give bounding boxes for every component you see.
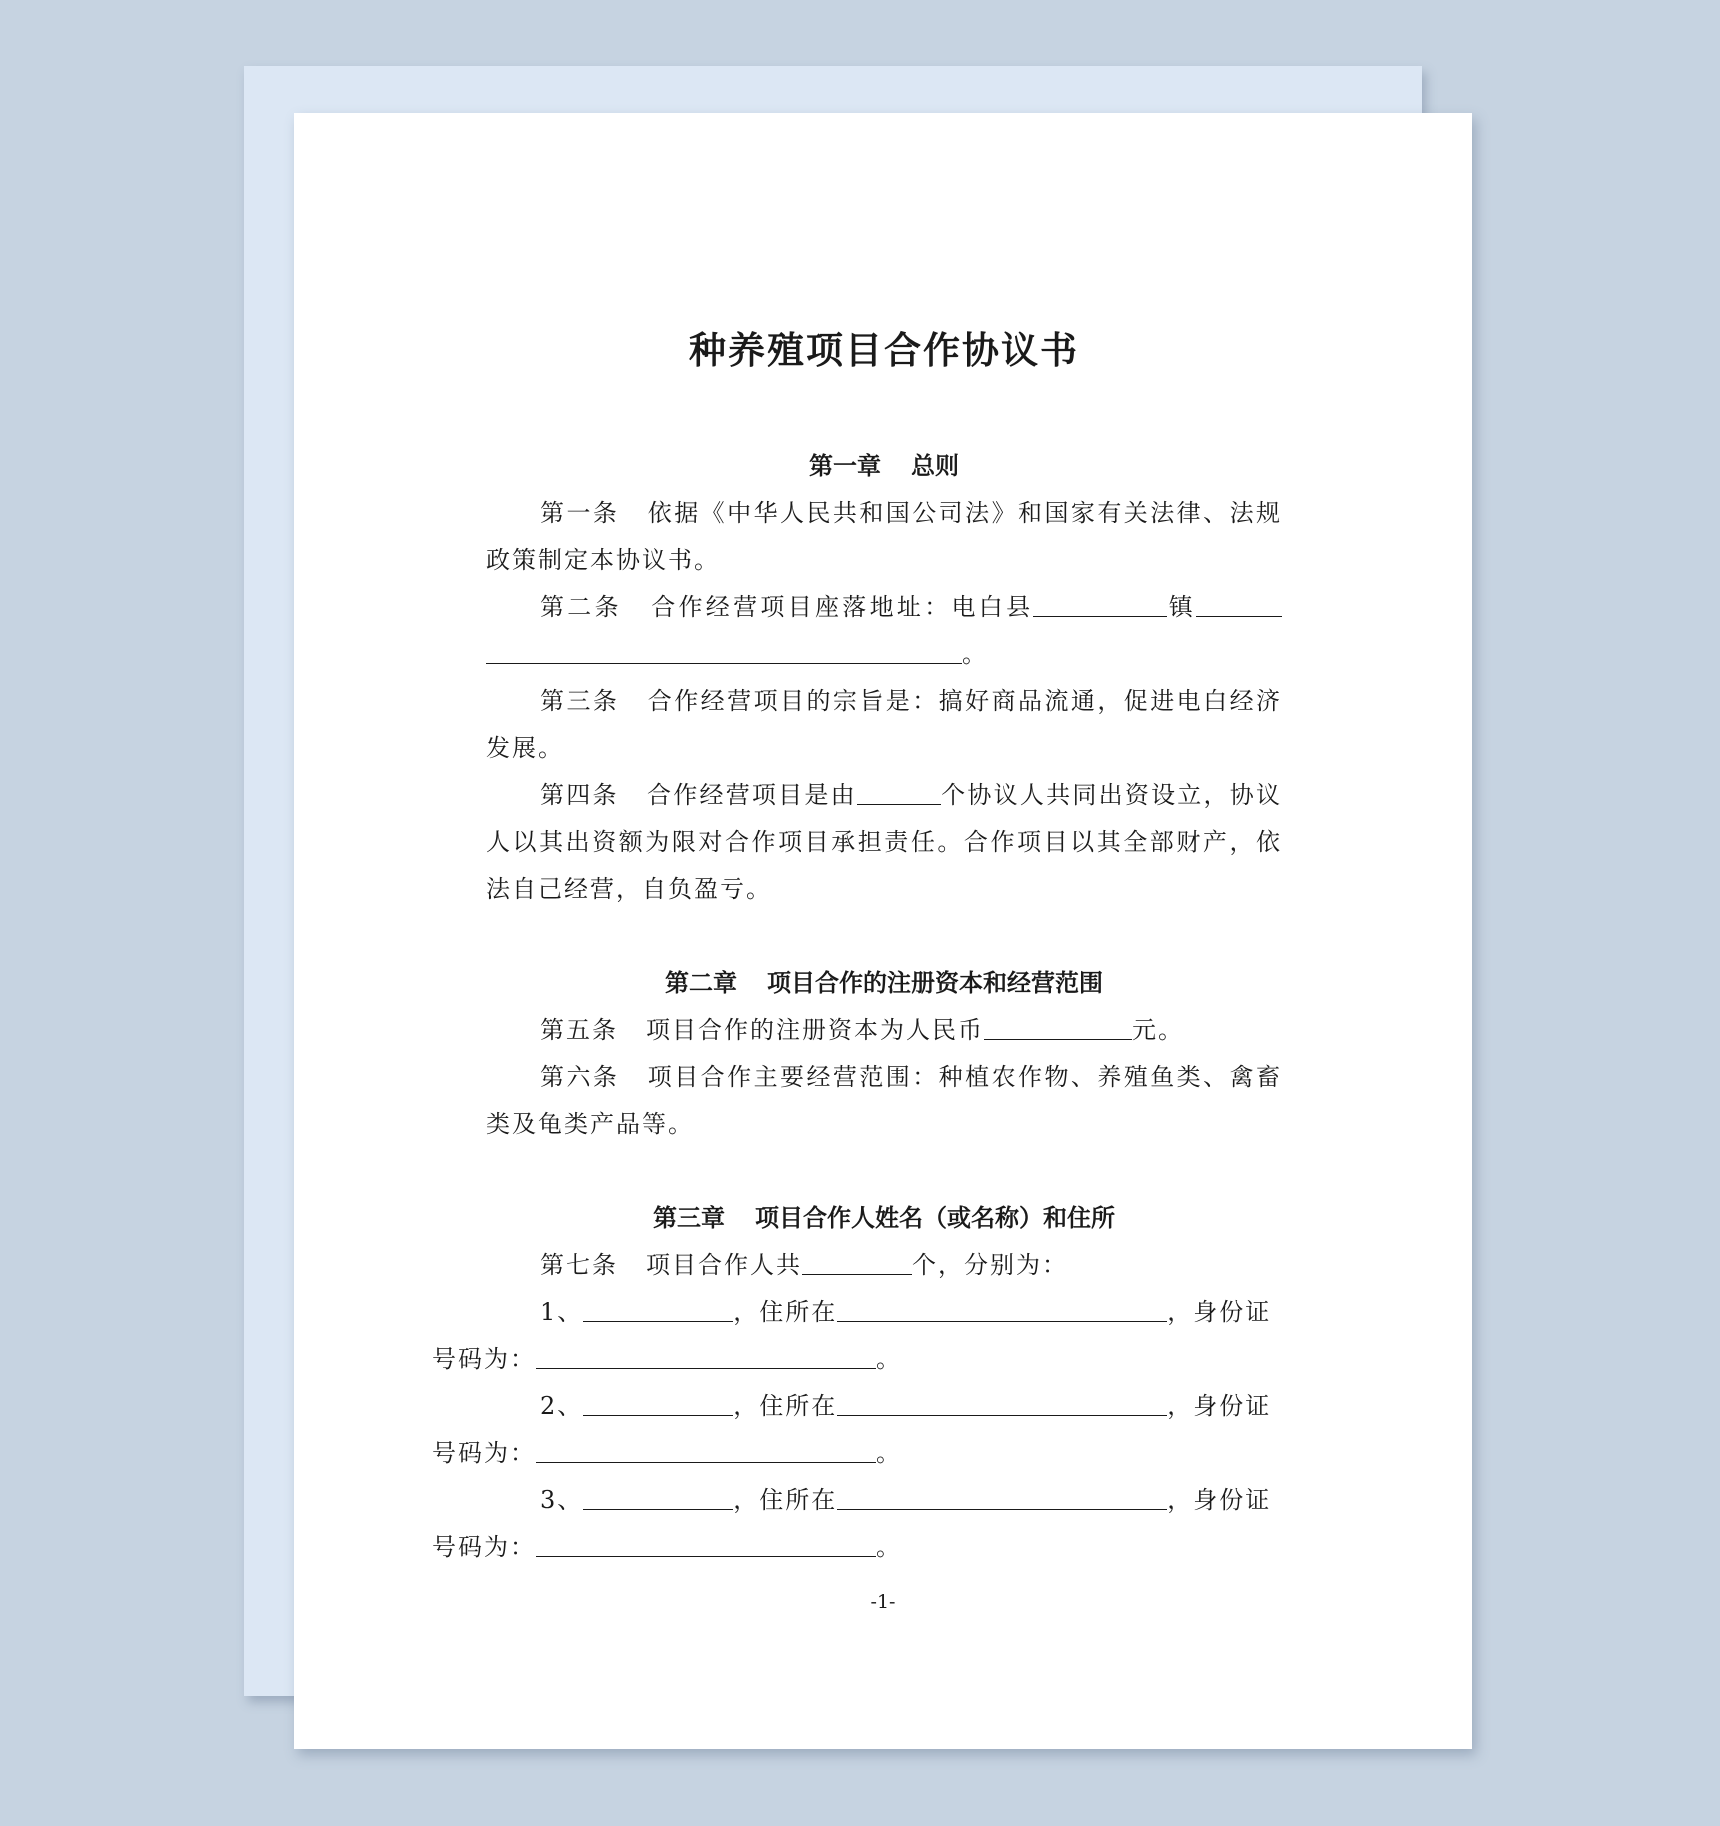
partner-index: 2、 [540, 1392, 584, 1420]
blank-partner-residence[interactable] [837, 1299, 1167, 1322]
partner-entry-2 [432, 1383, 1282, 1477]
page-number: -1- [870, 1591, 896, 1613]
partner-residence-label: ，住所在 [733, 1392, 838, 1420]
article-text: 合作经营项目座落地址：电白县 [649, 593, 1034, 621]
blank-address-1[interactable] [1196, 594, 1282, 617]
chapter-label: 第一章 [809, 452, 881, 480]
article-text: 个协议人共同出资设立，协议人以其出资额为限对合作项目承担责任。合作项目以其全部财产，依法自己经营，自负盈亏。 [486, 781, 1283, 903]
chapter-heading-1 [486, 443, 1282, 490]
chapter-label: 第三章 [653, 1204, 725, 1232]
spacer [486, 913, 1282, 960]
chapter-name: 总则 [911, 452, 959, 480]
partner-index: 3、 [540, 1486, 584, 1514]
article-number: 第二条 [540, 593, 622, 621]
article-text: 镇 [1167, 593, 1197, 621]
partner-end: 。 [876, 1345, 902, 1373]
chapter-name: 项目合作的注册资本和经营范围 [767, 969, 1103, 997]
document-body [432, 309, 1283, 1571]
partner-end: 。 [876, 1533, 902, 1561]
article-number: 第一条 [540, 499, 620, 527]
article-number: 第三条 [540, 687, 620, 715]
partner-residence-label: ，住所在 [733, 1486, 838, 1514]
blank-partner-count[interactable] [857, 782, 941, 805]
partner-residence-label: ，住所在 [733, 1298, 838, 1326]
article-text: 项目合作主要经营范围：种植农作物、养殖鱼类、禽畜类及龟类产品等。 [486, 1063, 1283, 1138]
partner-id-label: ，身份证 [1167, 1486, 1272, 1514]
partner-end: 。 [876, 1439, 902, 1467]
article-number: 第五条 [540, 1016, 618, 1044]
blank-address-2[interactable] [486, 641, 962, 664]
document-page [294, 113, 1472, 1749]
partner-id-label: ，身份证 [1167, 1392, 1272, 1420]
partner-entry-1 [432, 1289, 1282, 1383]
article-number: 第四条 [540, 781, 619, 809]
blank-partner-id[interactable] [536, 1440, 876, 1463]
blank-partner-id[interactable] [536, 1534, 876, 1557]
spacer [486, 1148, 1282, 1195]
article-text: 。 [962, 640, 988, 668]
blank-partner-residence[interactable] [837, 1393, 1167, 1416]
blank-partner-name[interactable] [583, 1393, 733, 1416]
article-text: 项目合作的注册资本为人民币 [646, 1016, 984, 1044]
partner-entry-3 [432, 1477, 1282, 1571]
partner-id-label: ，身份证 [1167, 1298, 1272, 1326]
blank-partner-id[interactable] [536, 1346, 876, 1369]
partner-index: 1、 [540, 1298, 584, 1326]
article-3 [486, 678, 1282, 772]
document-title: 种养殖项目合作协议书 [689, 329, 1079, 372]
article-4 [486, 772, 1282, 913]
article-text: 依据《中华人民共和国公司法》和国家有关法律、法规政策制定本协议书。 [486, 499, 1283, 574]
article-2 [486, 584, 1282, 678]
blank-partner-name[interactable] [583, 1299, 733, 1322]
blank-registered-capital[interactable] [984, 1017, 1132, 1040]
article-text: 合作经营项目是由 [646, 781, 857, 809]
article-number: 第六条 [540, 1063, 620, 1091]
partner-id-label: 号码为： [432, 1345, 536, 1373]
chapter-name: 项目合作人姓名（或名称）和住所 [755, 1204, 1115, 1232]
article-6 [486, 1054, 1282, 1148]
article-7 [486, 1242, 1282, 1289]
article-number: 第七条 [540, 1251, 618, 1279]
chapter-label: 第二章 [665, 969, 737, 997]
partner-id-label: 号码为： [432, 1533, 536, 1561]
chapter-heading-2 [486, 960, 1282, 1007]
blank-partner-name[interactable] [583, 1487, 733, 1510]
chapter-heading-3 [486, 1195, 1282, 1242]
article-5 [486, 1007, 1282, 1054]
blank-town[interactable] [1033, 594, 1167, 617]
article-1 [486, 490, 1282, 584]
article-text: 元。 [1132, 1016, 1184, 1044]
article-text: 合作经营项目的宗旨是：搞好商品流通，促进电白经济发展。 [486, 687, 1283, 762]
article-text: 个，分别为： [912, 1251, 1068, 1279]
partner-id-label: 号码为： [432, 1439, 536, 1467]
blank-partner-residence[interactable] [837, 1487, 1167, 1510]
blank-partner-total[interactable] [802, 1252, 912, 1275]
article-text: 项目合作人共 [646, 1251, 802, 1279]
